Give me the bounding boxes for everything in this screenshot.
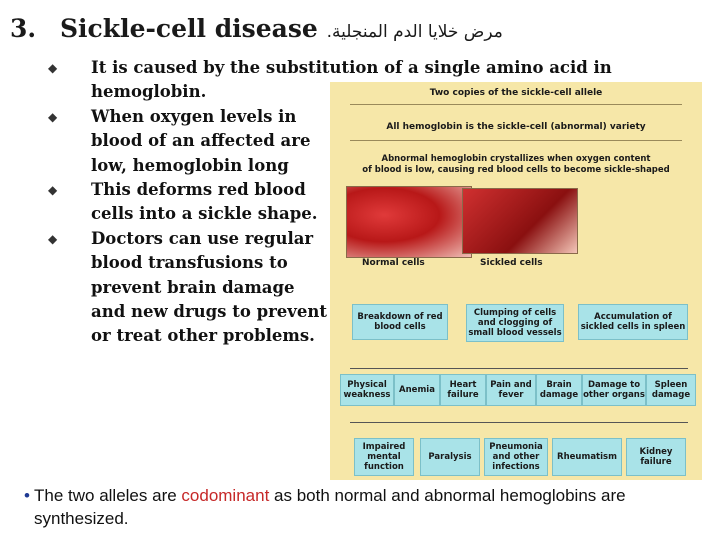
effect-box: Pain and fever	[486, 374, 536, 406]
normal-cells-label: Normal cells	[362, 258, 425, 268]
effect-box: Breakdown of red blood cells	[352, 304, 448, 340]
effect-box: Spleen damage	[646, 374, 696, 406]
effect-box: Impaired mental function	[354, 438, 414, 476]
bullet-dot-icon: •	[24, 486, 30, 505]
figure-line1: All hemoglobin is the sickle-cell (abnormal) variety	[386, 122, 646, 132]
divider	[350, 140, 682, 141]
effect-box: Clumping of cells and clogging of small blood vessels	[466, 304, 564, 342]
connector-line	[350, 368, 688, 369]
sickled-cells-image	[462, 188, 578, 254]
effect-box: Accumulation of sickled cells in spleen	[578, 304, 688, 340]
bullet-marker-icon: ◆	[48, 231, 58, 246]
effect-box: Pneumonia and other infections	[484, 438, 548, 476]
effect-box: Paralysis	[420, 438, 480, 476]
effect-box: Kidney failure	[626, 438, 686, 476]
title-arabic: .مرض خلايا الدم المنجلية	[326, 22, 503, 42]
effect-box: Heart failure	[440, 374, 486, 406]
figure-line2b: of blood is low, causing red blood cells to become sickle-shaped	[362, 165, 670, 175]
normal-cells-image	[346, 186, 472, 258]
bullet-item: ◆ It is caused by the substitution of a single amino acid in hemoglobin.	[48, 58, 612, 102]
figure-line2a: Abnormal hemoglobin crystallizes when oxygen content	[381, 154, 651, 164]
bullet-item: ◆ When oxygen levels in blood of an affected are low, hemoglobin long	[48, 106, 311, 175]
codominant-highlight: codominant	[181, 486, 270, 505]
bullet-marker-icon: ◆	[48, 109, 58, 124]
bullet-marker-icon: ◆	[48, 61, 58, 75]
effect-box: Anemia	[394, 374, 440, 406]
bullet-item: ◆ This deforms red blood cells into a sickle shape.	[48, 180, 318, 224]
sickle-cell-figure	[330, 82, 702, 480]
sickled-cells-label: Sickled cells	[480, 258, 543, 268]
slide-title	[10, 14, 503, 43]
effect-box: Physical weakness	[340, 374, 394, 406]
divider	[350, 104, 682, 105]
summary-bullet: • The two alleles are codominant as both normal and abnormal hemoglobins are synthesized.	[24, 486, 626, 528]
connector-line	[350, 422, 688, 423]
bullet-item: ◆ Doctors can use regular blood transfusions to prevent brain damage and new drugs to prevent or treat other problems.	[48, 228, 328, 346]
effect-box: Brain damage	[536, 374, 582, 406]
effect-box: Damage to other organs	[582, 374, 646, 406]
title-number: 3.	[10, 14, 37, 43]
effect-box: Rheumatism	[552, 438, 622, 476]
figure-header: Two copies of the sickle-cell allele	[429, 88, 603, 98]
bullet-marker-icon: ◆	[48, 183, 58, 198]
title-text: Sickle-cell disease	[60, 14, 318, 43]
